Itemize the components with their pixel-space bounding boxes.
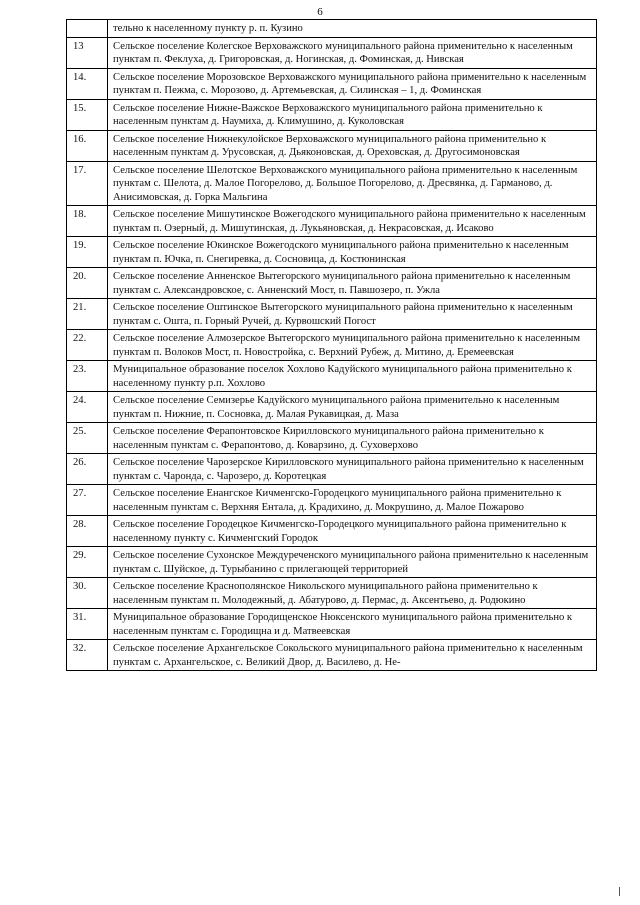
table-row [67,392,597,423]
row-number: 19. [67,237,108,268]
row-number: 13 [67,37,108,68]
row-number: 24. [67,392,108,423]
row-number [67,20,108,38]
row-text: Сельское поселение Мишутинское Вожегодского муниципального района применительно к населенным пунктам п. Озерный, д. Мишутинская, д. Лукьяновская, д. Некрасовская, д. Исаково [108,206,597,237]
row-text: Сельское поселение Енангское Кичменгско-Городецкого муниципального района применительно к населенным пунктам с. Верхняя Ентала, д. Крадихино, д. Мокрушино, д. Малое Пожарово [108,485,597,516]
row-text: Сельское поселение Колегское Верховажского муниципального района применительно к населенным пунктам п. Феклуха, д. Григоровская, д. Ногинская, д. Фоминская, д. Нивская [108,37,597,68]
table-row [67,268,597,299]
table-row [67,99,597,130]
row-number: 27. [67,485,108,516]
table-row [67,206,597,237]
table-body [67,20,597,671]
row-number: 20. [67,268,108,299]
table-row [67,516,597,547]
table-row [67,299,597,330]
row-text: Сельское поселение Архангельское Сокольского муниципального района применительно к населенным пунктам с. Архангельское, с. Великий Двор, д. Василево, д. Не- [108,640,597,671]
row-number: 15. [67,99,108,130]
row-number: 21. [67,299,108,330]
row-number: 14. [67,68,108,99]
table-row [67,130,597,161]
row-text: Сельское поселение Юкинское Вожегодского муниципального района применительно к населенным пунктам п. Ючка, п. Снегиревка, д. Сосновица, д. Костюнинская [108,237,597,268]
table-row [67,609,597,640]
row-text: Сельское поселение Оштинское Вытегорского муниципального района применительно к населенным пунктам с. Ошта, п. Горный Ручей, д. Курвошский Погост [108,299,597,330]
row-number: 32. [67,640,108,671]
row-number: 30. [67,578,108,609]
page-number: 6 [317,6,323,18]
row-text: Сельское поселение Семизерье Кадуйского муниципального района применительно к населенным пунктам п. Нижние, п. Сосновка, д. Малая Рукавицкая, д. Маза [108,392,597,423]
settlements-table [66,19,597,671]
table-row [67,37,597,68]
table-row [67,361,597,392]
table-row [67,68,597,99]
row-text: Сельское поселение Морозовское Верховажского муниципального района применительно к населенным пунктам п. Пежма, с. Морозово, д. Артемьевская, д. Силинская – 1, д. Фоминская [108,68,597,99]
row-text: Муниципальное образование поселок Хохлово Кадуйского муниципального района применительно к населенному пункту р.п. Хохлово [108,361,597,392]
row-number: 29. [67,547,108,578]
table-row [67,423,597,454]
table-row [67,20,597,38]
row-text: Муниципальное образование Городищенское Нюксенского муниципального района применительно к населенным пунктам с. Городищна и д. Матвеевская [108,609,597,640]
row-text: Сельское поселение Краснополянское Никольского муниципального района применительно к населенным пунктам п. Молодежный, д. Абатурово, д. Пермас, д. Аксентьево, д. Родюкино [108,578,597,609]
row-number: 23. [67,361,108,392]
row-text: тельно к населенному пункту р. п. Кузино [108,20,597,38]
table-row [67,454,597,485]
row-text: Сельское поселение Анненское Вытегорского муниципального района применительно к населенным пунктам с. Александровское, с. Анненский Мост, п. Павшозеро, п. Ужла [108,268,597,299]
table-row [67,161,597,206]
row-text: Сельское поселение Алмозерское Вытегорского муниципального района применительно к населенным пунктам п. Волоков Мост, п. Новостройка, с. Верхний Рубеж, д. Митино, д. Еремеевская [108,330,597,361]
row-text: Сельское поселение Нижнекулойское Верховажского муниципального района применительно к населенным пунктам д. Урусовская, д. Дьяконовская, д. Ореховская, д. Другосимоновская [108,130,597,161]
row-text: Сельское поселение Шелотское Верховажского муниципального района применительно к населенным пунктам с. Шелота, д. Малое Погорелово, д. Большое Погорелово, д. Дресвянка, д. Гарманово, д. Анисимовская, д. Горка Мальгина [108,161,597,206]
row-text: Сельское поселение Сухонское Междуреченского муниципального района применительно к населенным пунктам с. Шуйское, д. Турыбанино с прилегающей территорией [108,547,597,578]
row-number: 22. [67,330,108,361]
table-row [67,640,597,671]
row-number: 26. [67,454,108,485]
table-row [67,578,597,609]
table-row [67,547,597,578]
row-text: Сельское поселение Ферапонтовское Кирилловского муниципального района применительно к населенным пунктам с. Ферапонтово, д. Коварзино, д. Суховерхово [108,423,597,454]
row-text: Сельское поселение Нижне-Важское Верховажского муниципального района применительно к населенным пунктам д. Наумиха, д. Климушино, д. Куколовская [108,99,597,130]
row-number: 25. [67,423,108,454]
row-number: 31. [67,609,108,640]
row-number: 16. [67,130,108,161]
row-number: 28. [67,516,108,547]
row-number: 18. [67,206,108,237]
row-text: Сельское поселение Чарозерское Кирилловского муниципального района применительно к населенным пунктам с. Чаронда, с. Чарозеро, д. Коротецкая [108,454,597,485]
row-text: Сельское поселение Городецкое Кичменгско-Городецкого муниципального района применительно к населенному пункту с. Кичменгский Городок [108,516,597,547]
table-row [67,330,597,361]
row-number: 17. [67,161,108,206]
table-row [67,485,597,516]
table-row [67,237,597,268]
margin-mark [619,887,620,896]
